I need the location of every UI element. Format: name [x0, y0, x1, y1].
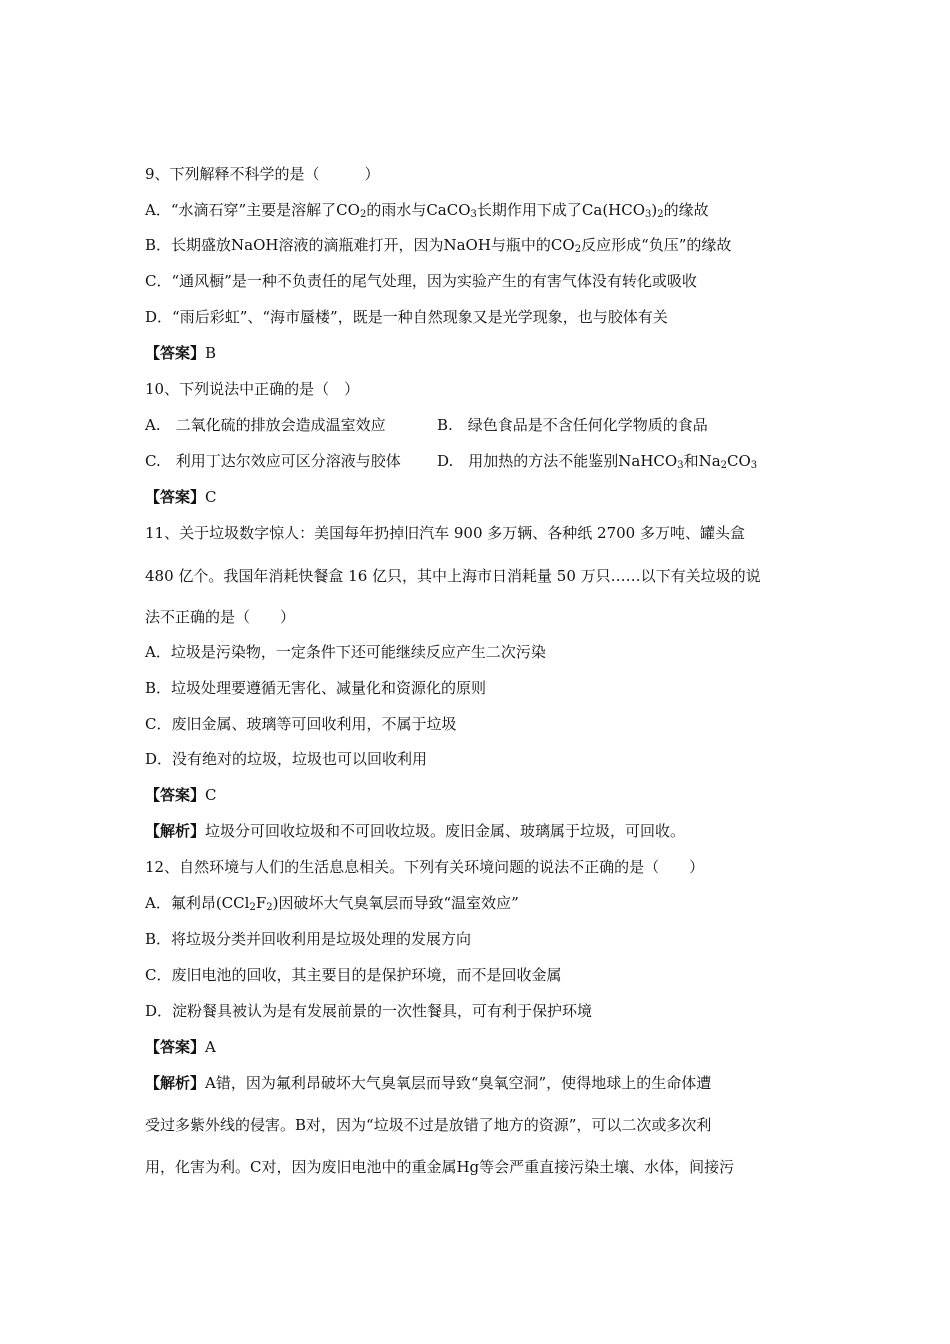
- question-10-option-a: A. 二氧化硫的排放会造成温室效应: [145, 416, 386, 434]
- question-12-option-c: C．废旧电池的回收，其主要目的是保护环境，而不是回收金属: [145, 966, 562, 984]
- analysis-tag: 【解析】: [145, 822, 206, 840]
- question-10-option-b: B. 绿色食品是不含任何化学物质的食品: [437, 416, 708, 434]
- question-11-option-b: B．垃圾处理要遵循无害化、减量化和资源化的原则: [145, 679, 487, 697]
- question-10-options-row-2: [145, 450, 758, 471]
- question-10-option-d: D. 用加热的方法不能鉴别NaHCO$_3$和$Na_2CO_3$: [437, 452, 758, 471]
- question-12-option-a: A．氟利昂$(CCl_2F_2)$因破坏大气臭氧层而导致“温室效应”: [145, 894, 519, 913]
- answer-tag: 【答案】: [145, 344, 206, 362]
- question-12-option-b: B．将垃圾分类并回收利用是垃圾处理的发展方向: [145, 930, 472, 948]
- question-11-option-c: C．废旧金属、玻璃等可回收利用，不属于垃圾: [145, 715, 457, 733]
- question-11-answer: [145, 784, 217, 805]
- question-11-stem-line-2: 480 亿个。我国年消耗快餐盒 16 亿只，其中上海市日消耗量 50 万只……以下有关垃圾的说: [145, 567, 761, 585]
- answer-value: A: [205, 1038, 216, 1056]
- analysis-text: 垃圾分可回收垃圾和不可回收垃圾。废旧金属、玻璃属于垃圾，可回收。: [205, 822, 686, 840]
- question-10-options-row-1: [145, 414, 708, 435]
- question-9-stem: 9、下列解释不科学的是（ ）: [145, 165, 380, 183]
- answer-tag: 【答案】: [145, 1038, 206, 1056]
- question-9-option-b: B．长期盛放NaOH溶液的滴瓶难打开，因为NaOH与瓶中的$CO_2$反应形成“负压”的缘故: [145, 236, 732, 255]
- question-12-analysis-line-2: 受过多紫外线的侵害。B对，因为“垃圾不过是放错了地方的资源”，可以二次或多次利: [145, 1116, 712, 1134]
- analysis-text: A错，因为氟利昂破坏大气臭氧层而导致“臭氧空洞”，使得地球上的生命体遭: [205, 1074, 712, 1092]
- question-12-analysis-line-3: 用，化害为利。C对，因为废旧电池中的重金属Hg等会严重直接污染土壤、水体，间接污: [145, 1158, 735, 1176]
- question-11-option-a: A．垃圾是污染物，一定条件下还可能继续反应产生二次污染: [145, 643, 546, 661]
- answer-tag: 【答案】: [145, 786, 206, 804]
- question-12-stem: 12、自然环境与人们的生活息息相关。下列有关环境问题的说法不正确的是（ ）: [145, 858, 705, 876]
- question-11-analysis: [145, 820, 685, 841]
- answer-tag: 【答案】: [145, 488, 206, 506]
- question-12-option-d: D．淀粉餐具被认为是有发展前景的一次性餐具，可有利于保护环境: [145, 1002, 593, 1020]
- answer-value: C: [205, 488, 217, 506]
- answer-value: C: [205, 786, 217, 804]
- question-12-answer: [145, 1036, 216, 1057]
- question-10-option-c: C. 利用丁达尔效应可区分溶液与胶体: [145, 452, 401, 470]
- question-11-option-d: D．没有绝对的垃圾，垃圾也可以回收利用: [145, 750, 428, 768]
- question-9-answer: [145, 342, 216, 363]
- question-10-answer: [145, 486, 217, 507]
- question-9-option-a: A．“水滴石穿”主要是溶解了$CO_2$的雨水与CaCO$_3$长期作用下成了$Ca(HCO_3)_2$的缘故: [145, 201, 709, 220]
- question-11-stem-line-1: 11、关于垃圾数字惊人：美国每年扔掉旧汽车 900 多万辆、各种纸 2700 多万吨、罐头盒: [145, 524, 745, 542]
- analysis-tag: 【解析】: [145, 1074, 206, 1092]
- question-9-option-c: C．“通风橱”是一种不负责任的尾气处理，因为实验产生的有害气体没有转化或吸收: [145, 272, 697, 290]
- question-12-analysis-line-1: [145, 1072, 711, 1093]
- answer-value: B: [205, 344, 217, 362]
- question-9-option-d: D．“雨后彩虹”、“海市蜃楼”，既是一种自然现象又是光学现象，也与胶体有关: [145, 308, 668, 326]
- question-10-stem: 10、下列说法中正确的是（ ）: [145, 380, 360, 398]
- question-11-stem-line-3: 法不正确的是（ ）: [145, 608, 296, 626]
